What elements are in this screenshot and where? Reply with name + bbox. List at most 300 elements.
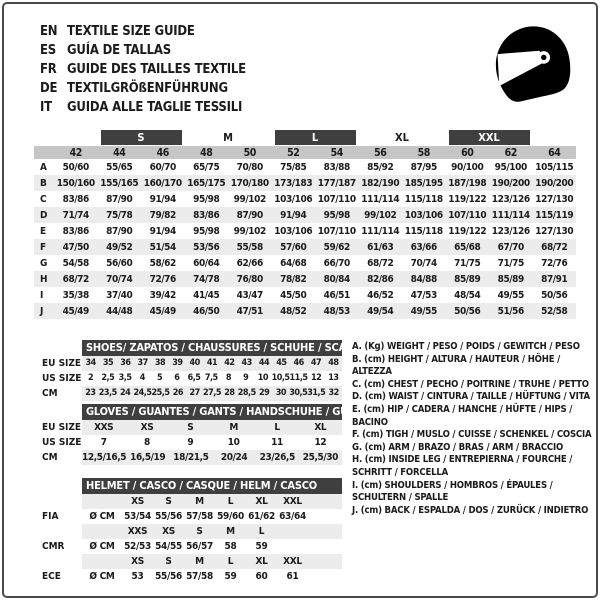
size-header-row <box>82 494 342 509</box>
value-cell: 66/70 <box>323 257 350 269</box>
measurement-row <box>82 569 342 584</box>
filler-cell <box>308 569 342 584</box>
unit-label: Ø CM <box>89 541 115 552</box>
value-cell: 58/62 <box>149 257 176 269</box>
language-title: TEXTILE SIZE GUIDE <box>67 24 195 39</box>
value-cell: 90/100 <box>451 161 484 173</box>
value-cell: 6 <box>174 373 180 383</box>
value-cell: 42 <box>224 358 235 368</box>
measurement-row <box>34 191 576 207</box>
value-cell: 50/56 <box>541 289 568 301</box>
value-cell: 61 <box>286 571 299 582</box>
value-cell: 10 <box>257 373 269 383</box>
size-group-label: M <box>223 130 233 144</box>
value-cell: 91/94 <box>149 193 176 205</box>
row-label: US SIZE <box>42 437 82 448</box>
value-cell: 47 <box>310 358 322 368</box>
value-cell: 12 <box>314 437 327 448</box>
value-cell: 107/110 <box>448 209 487 221</box>
value-cell: 68/72 <box>367 257 394 269</box>
value-cell: 12 <box>311 373 322 383</box>
value-cell: 7,5 <box>204 373 218 383</box>
value-cell: 91/94 <box>149 225 176 237</box>
gloves-table <box>82 404 374 465</box>
legend-item: B. (cm) HEIGHT / ALTURA / HAUTEUR / HÖHE / ALTEZZA <box>352 353 561 378</box>
value-cell: 25,5 <box>151 388 170 398</box>
legend-item: G. (cm) ARM / BRAZO / BRAS / ARM / BRACCIO <box>352 441 564 453</box>
value-cell: 95/98 <box>193 193 220 205</box>
size-group-cell <box>98 128 185 146</box>
language-list <box>40 22 246 117</box>
table-row <box>82 356 342 371</box>
size-group-cell <box>185 128 272 146</box>
value-cell: 84/88 <box>410 273 437 285</box>
value-cell: 111/114 <box>361 225 400 237</box>
row-letter: G <box>40 257 47 269</box>
legend-item: D. (cm) WAIST / CINTURA / TAILLE / HÜFTUNG / VITA <box>352 391 590 403</box>
value-cell: 83/86 <box>193 209 220 221</box>
value-cell: 9 <box>187 437 194 448</box>
value-cell: 34 <box>85 358 96 368</box>
value-cell: 18/21,5 <box>173 452 209 463</box>
measurement-row <box>34 159 576 175</box>
value-cell: 74/78 <box>193 273 220 285</box>
value-cell: 46/51 <box>323 289 350 301</box>
value-cell: 44/48 <box>106 305 133 317</box>
value-cell: 182/190 <box>361 177 400 189</box>
size-header-row <box>82 554 342 569</box>
empty-cell <box>82 554 122 569</box>
value-cell: 95/98 <box>323 209 350 221</box>
value-cell: 5 <box>156 373 163 383</box>
language-title: GUIDE DES TAILLES TEXTILE <box>67 62 246 77</box>
value-cell: 57/60 <box>280 241 307 253</box>
value-cell: 53 <box>131 571 144 582</box>
empty-cell <box>34 146 54 159</box>
row-label: US SIZE <box>42 373 82 384</box>
size-cell: L <box>258 526 265 537</box>
value-cell: 99/102 <box>364 209 397 221</box>
value-cell: 115/119 <box>535 209 574 221</box>
value-cell: 68/72 <box>62 273 89 285</box>
size-cell: XS <box>131 496 144 507</box>
value-cell: 48/53 <box>323 305 350 317</box>
language-title: GUIDA ALLE TAGLIE TESSILI <box>67 100 243 115</box>
language-row <box>40 60 246 79</box>
row-label: CMR <box>42 541 65 552</box>
value-cell: 52/53 <box>124 541 151 552</box>
row-letter: F <box>40 241 46 253</box>
measurement-row <box>34 303 576 319</box>
row-letter: J <box>40 305 43 317</box>
row-label-spacer <box>42 524 84 539</box>
value-cell: 75/78 <box>106 209 133 221</box>
value-cell: 25,5/30 <box>302 452 338 463</box>
value-cell: 103/106 <box>274 225 313 237</box>
value-cell: 30 <box>275 388 287 398</box>
language-code: IT <box>40 100 52 115</box>
row-letter: H <box>40 273 48 285</box>
value-cell: 35 <box>102 358 114 368</box>
size-column-header: 54 <box>330 146 343 159</box>
legend-item: A. (Kg) WEIGHT / PESO / POIDS / GEWITCH / PESO <box>352 341 580 352</box>
value-cell: 72/76 <box>541 257 568 269</box>
value-cell: 48/54 <box>454 289 481 301</box>
size-column-header: 62 <box>504 146 517 159</box>
table-row <box>82 386 342 401</box>
value-cell: 30,5 <box>289 388 308 398</box>
value-cell: 91/94 <box>280 209 307 221</box>
value-cell: 50/56 <box>454 305 481 317</box>
size-group-row <box>34 128 576 146</box>
language-code: FR <box>40 62 57 77</box>
value-cell: 50/60 <box>62 161 89 173</box>
filler-cell <box>308 509 342 524</box>
value-cell: 87/91 <box>541 273 568 285</box>
size-column-header: 46 <box>156 146 169 159</box>
legend-item: J. (cm) BACK / ESPALDA / DOS / ZURÜCK / INDIETRO <box>352 504 589 516</box>
value-cell: 63/66 <box>410 241 437 253</box>
measurement-row <box>82 509 342 524</box>
value-cell: 46/50 <box>193 305 220 317</box>
value-cell: 48/52 <box>280 305 307 317</box>
value-cell: 61/63 <box>367 241 394 253</box>
size-cell <box>277 524 308 539</box>
table-row <box>82 435 342 450</box>
value-cell: 165/175 <box>187 177 226 189</box>
value-cell: 20/24 <box>220 452 248 463</box>
value-cell: 49/55 <box>410 305 437 317</box>
value-cell: 23/26,5 <box>259 452 295 463</box>
row-label: CM <box>42 388 58 399</box>
size-column-header: 56 <box>374 146 387 159</box>
size-group-cell <box>272 128 359 146</box>
row-label: EU SIZE <box>42 358 82 369</box>
value-cell: 23,5 <box>98 388 117 398</box>
value-cell: 56/60 <box>106 257 133 269</box>
value-cell: 43/47 <box>236 289 263 301</box>
value-cell: 41 <box>206 358 218 368</box>
value-cell: 49/55 <box>497 289 524 301</box>
value-cell: 173/183 <box>274 177 313 189</box>
language-row <box>40 79 246 98</box>
value-cell: 54/58 <box>62 257 89 269</box>
value-cell: 59/62 <box>323 241 350 253</box>
empty-cell <box>34 128 98 146</box>
value-cell: 95/100 <box>494 161 527 173</box>
size-column-header: 64 <box>548 146 561 159</box>
size-header-row <box>82 524 342 539</box>
value-cell: 43 <box>241 358 252 368</box>
value-cell: 8 <box>144 437 150 448</box>
value-cell: 41/45 <box>193 289 220 301</box>
measurement-row <box>34 287 576 303</box>
size-cell: XXL <box>283 496 302 507</box>
value-cell: 64/68 <box>280 257 307 269</box>
value-cell: 111/114 <box>491 209 530 221</box>
value-cell: 115/118 <box>404 225 443 237</box>
value-cell: XS <box>140 422 154 433</box>
value-cell: 85/89 <box>454 273 481 285</box>
value-cell: 187/198 <box>448 177 487 189</box>
value-cell: 12,5/16,5 <box>82 452 127 463</box>
value-cell: 57/58 <box>186 571 213 582</box>
table-row <box>82 450 342 465</box>
value-cell: 32 <box>328 388 339 398</box>
value-cell: 190/200 <box>491 177 530 189</box>
shoes-rows <box>82 356 342 401</box>
value-cell: 60 <box>255 571 268 582</box>
value-cell: 119/122 <box>448 193 487 205</box>
value-cell: 59 <box>255 541 268 552</box>
value-cell: 23 <box>85 388 96 398</box>
value-cell: 115/118 <box>404 193 443 205</box>
value-cell: 83/86 <box>62 225 89 237</box>
measurement-row <box>34 223 576 239</box>
row-label: CM <box>42 452 58 463</box>
value-cell: 26 <box>172 388 183 398</box>
size-column-header: 60 <box>461 146 474 159</box>
measurement-row <box>34 271 576 287</box>
table-row <box>82 420 342 435</box>
legend-item: F. (cm) TIGH / MUSLO / CUISSE / SCHENKEL / COSCIA <box>352 429 592 441</box>
value-cell: 46 <box>293 358 304 368</box>
size-column-header: 58 <box>417 146 430 159</box>
value-cell: 119/122 <box>448 225 487 237</box>
value-cell: 70/74 <box>410 257 437 269</box>
value-cell: 56/57 <box>186 541 213 552</box>
value-cell: 71/75 <box>497 257 524 269</box>
textile-size-guide-sheet <box>2 2 598 598</box>
value-cell: 10 <box>227 437 240 448</box>
language-row <box>40 22 246 41</box>
value-cell: 107/110 <box>317 225 356 237</box>
value-cell: 76/80 <box>236 273 263 285</box>
value-cell: 70/74 <box>106 273 133 285</box>
value-cell: 37/40 <box>106 289 133 301</box>
value-cell: 28,5 <box>237 388 256 398</box>
size-cell: L <box>227 496 234 507</box>
gloves-rows <box>82 420 342 465</box>
legend-item: E. (cm) HIP / CADERA / HANCHE / HÜFTE / HIPS / BACINO <box>352 403 573 428</box>
value-cell: 85/89 <box>497 273 524 285</box>
row-letter: D <box>40 209 48 221</box>
value-cell: 79/82 <box>149 209 176 221</box>
value-cell: 40 <box>189 358 200 368</box>
legend <box>352 341 598 517</box>
row-letter: B <box>40 177 47 189</box>
empty-cell <box>82 494 122 509</box>
measurement-row <box>34 239 576 255</box>
value-cell: 58 <box>224 541 237 552</box>
value-cell: 53/56 <box>193 241 220 253</box>
language-code: DE <box>40 81 58 96</box>
value-cell: 71/74 <box>62 209 89 221</box>
gloves-title-bar: GLOVES / GUANTES / GANTS / HANDSCHUHE / GUANTI <box>82 404 342 420</box>
main-size-table <box>34 128 576 319</box>
row-letter: I <box>40 289 43 301</box>
size-column-header: 44 <box>113 146 126 159</box>
size-group-label: L <box>275 130 356 145</box>
value-cell: 87/90 <box>106 225 133 237</box>
value-cell: 65/75 <box>193 161 220 173</box>
value-cell: 45/50 <box>280 289 307 301</box>
value-cell: 83/88 <box>323 161 350 173</box>
value-cell: 48 <box>328 358 339 368</box>
shoes-row-labels <box>42 340 84 401</box>
row-label: FIA <box>42 511 59 522</box>
value-cell: 49/52 <box>106 241 133 253</box>
value-cell: 38 <box>154 358 166 368</box>
size-column-header: 52 <box>287 146 300 159</box>
size-group-label: S <box>101 130 182 145</box>
value-cell: 59/60 <box>217 511 244 522</box>
value-cell: 160/170 <box>143 177 182 189</box>
language-row <box>40 98 246 117</box>
value-cell: 150/160 <box>56 177 95 189</box>
size-header-row <box>34 146 576 159</box>
value-cell: 47/50 <box>62 241 89 253</box>
value-cell: 63/64 <box>279 511 306 522</box>
legend-item: I. (cm) SHOULDERS / HOMBROS / ÉPAULES / SCHULTERN / SPALLE <box>352 479 553 504</box>
size-column-header: 42 <box>69 146 82 159</box>
row-label: ECE <box>42 571 61 582</box>
size-cell: XS <box>162 526 175 537</box>
value-cell: 62/66 <box>236 257 263 269</box>
helmet-rows <box>82 494 342 584</box>
size-column-header: 50 <box>243 146 256 159</box>
size-group-label: XL <box>395 130 409 144</box>
size-cell: S <box>196 526 203 537</box>
value-cell: 57/58 <box>186 511 213 522</box>
value-cell: 39/42 <box>149 289 176 301</box>
helmet-icon <box>490 18 574 112</box>
language-title: GUÍA DE TALLAS <box>67 43 171 58</box>
value-cell: 49/54 <box>367 305 394 317</box>
empty-cell <box>533 128 577 146</box>
unit-label: Ø CM <box>89 571 115 582</box>
value-cell: 7 <box>100 437 107 448</box>
size-cell: M <box>195 496 204 507</box>
unit-label: Ø CM <box>89 511 115 522</box>
size-cell: S <box>165 496 172 507</box>
row-letter: A <box>40 161 47 173</box>
value-cell: 37 <box>137 358 148 368</box>
size-group-cell <box>446 128 533 146</box>
legend-item: C. (cm) CHEST / PECHO / POITRINE / TRUHE / PETTO <box>352 378 589 390</box>
value-cell: 36 <box>120 358 131 368</box>
empty-cell <box>82 524 122 539</box>
value-cell: 27,5 <box>203 388 221 398</box>
value-cell: 51/56 <box>497 305 524 317</box>
measurement-row <box>34 175 576 191</box>
value-cell: 99/102 <box>233 225 266 237</box>
value-cell: 46/52 <box>367 289 394 301</box>
row-letter: C <box>40 193 47 205</box>
value-cell: 55/58 <box>236 241 263 253</box>
value-cell: 52/58 <box>541 305 568 317</box>
value-cell: 111/114 <box>361 193 400 205</box>
measurement-row <box>34 207 576 223</box>
value-cell: 45/49 <box>62 305 89 317</box>
value-cell: 4 <box>139 373 145 383</box>
value-cell: 47/51 <box>236 305 263 317</box>
value-cell: XXS <box>94 422 114 433</box>
value-cell: 170/180 <box>230 177 269 189</box>
helmet-title-bar: HELMET / CASCO / CASQUE / HELM / CASCO <box>82 478 342 494</box>
value-cell: 71/75 <box>454 257 481 269</box>
value-cell: M <box>229 422 238 433</box>
value-cell: 99/102 <box>233 193 266 205</box>
value-cell: 103/106 <box>274 193 313 205</box>
value-cell: 55/65 <box>106 161 133 173</box>
language-row <box>40 41 246 60</box>
value-cell: 2 <box>88 373 94 383</box>
value-cell: 155/165 <box>100 177 139 189</box>
value-cell: 70/80 <box>236 161 263 173</box>
value-cell: 60/64 <box>193 257 220 269</box>
value-cell: 2,5 <box>101 373 115 383</box>
filler-cell <box>308 524 342 539</box>
value-cell: 103/106 <box>404 209 443 221</box>
size-group-label: XXL <box>449 130 530 145</box>
measurement-row <box>82 539 342 554</box>
size-cell: XL <box>255 496 268 507</box>
value-cell: 24 <box>119 388 131 398</box>
value-cell: 67/70 <box>497 241 524 253</box>
size-column-header: 48 <box>200 146 213 159</box>
value-cell: 13 <box>328 373 339 383</box>
value-cell: 61/62 <box>248 511 275 522</box>
size-cell: XL <box>255 556 268 567</box>
value-cell: 185/195 <box>404 177 443 189</box>
value-cell: L <box>274 422 280 433</box>
value-cell <box>277 539 308 554</box>
value-cell: 31,5 <box>307 388 326 398</box>
value-cell: 80/84 <box>323 273 350 285</box>
shoes-title-bar: SHOES/ ZAPATOS / CHAUSSURES / SCHUHE / SCARPE <box>82 340 342 356</box>
value-cell: 105/115 <box>535 161 574 173</box>
value-cell: 29 <box>258 388 270 398</box>
filler-cell <box>308 539 342 554</box>
value-cell: 55/56 <box>155 571 182 582</box>
value-cell: 68/72 <box>541 241 568 253</box>
value-cell: 35/38 <box>62 289 89 301</box>
language-title: TEXTILGRÖßENFÜHRUNG <box>67 81 228 96</box>
row-label-spacer <box>42 494 84 509</box>
value-cell: 82/86 <box>367 273 394 285</box>
filler-cell <box>308 494 342 509</box>
value-cell: 47/53 <box>410 289 437 301</box>
value-cell: 123/126 <box>491 193 530 205</box>
value-cell: 28 <box>224 388 235 398</box>
size-cell: L <box>227 556 234 567</box>
language-code: EN <box>40 24 58 39</box>
value-cell: 59 <box>224 571 237 582</box>
value-cell: 75/85 <box>280 161 307 173</box>
value-cell: 3,5 <box>118 373 132 383</box>
value-cell: 127/130 <box>535 225 574 237</box>
value-cell: 107/110 <box>317 193 356 205</box>
value-cell: 8 <box>225 373 232 383</box>
value-cell: 190/200 <box>535 177 574 189</box>
filler-cell <box>308 554 342 569</box>
value-cell: 60/70 <box>149 161 176 173</box>
value-cell: 45/49 <box>149 305 176 317</box>
value-cell: 72/76 <box>149 273 176 285</box>
value-cell: 83/86 <box>62 193 89 205</box>
value-cell: 16,5/19 <box>130 452 166 463</box>
